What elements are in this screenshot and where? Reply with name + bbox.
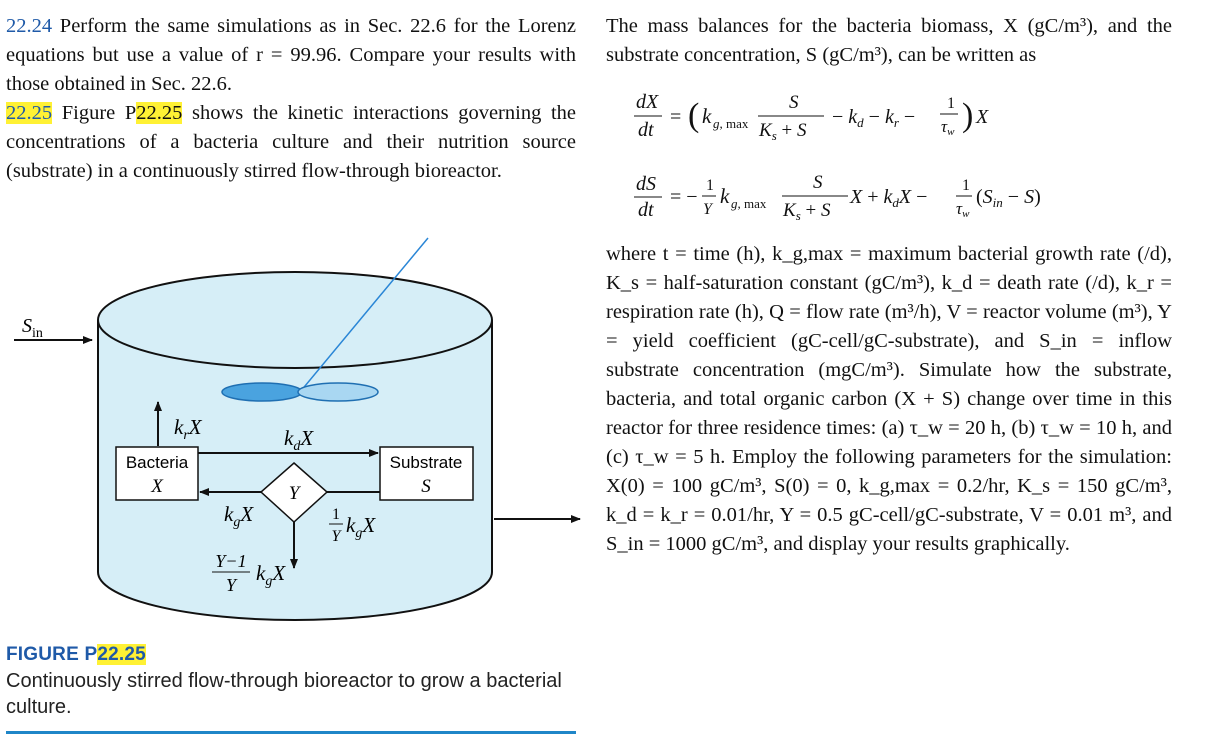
svg-text:τw: τw [941,117,955,138]
figure-reference: 22.25 [136,102,183,124]
respiration-label: $k_rX$ [174,415,202,443]
svg-text:dt: dt [638,199,654,221]
bacteria-label: Bacteria [125,453,189,472]
svg-text:S: S [789,92,799,113]
problem-number: 22.25 [6,102,53,124]
loss-frac-den: Y [225,575,237,595]
svg-text:X + kdX −: $X + k_dX$ − [850,186,928,210]
svg-text:dt: dt [638,119,654,141]
svg-text:1: 1 [962,177,970,194]
impeller-blade-left [222,383,302,401]
figure-caption-text: Continuously stirred flow-through bioreactor to grow a bacterial culture. [6,670,562,718]
growth-label: $k_gX$ [224,502,254,530]
svg-text:=: = [670,106,682,128]
svg-text:(Sin − S): $(S_{in} - S)$ [976,186,1041,210]
problem-number: 22.24 [6,15,53,37]
uptake-frac-den: Y [331,528,341,545]
svg-text:g, max: g, max [713,116,749,131]
death-label: $k_dX$ [284,426,314,454]
substrate-var: S [421,476,431,497]
left-column [6,12,576,186]
svg-text:Ks + S: $K_s + S$ [783,200,831,223]
svg-text:Ks + S: $K_s + S$ [759,120,807,143]
svg-text:): ) [962,97,974,134]
svg-text:1: 1 [947,95,955,112]
svg-text:1: 1 [706,177,714,194]
impeller-blade-right [298,383,378,401]
svg-text:dX: dX [636,91,659,113]
problem-22-25 [6,99,576,186]
svg-text:g, max: g, max [731,196,767,211]
svg-text:τw: τw [956,199,970,220]
svg-text:dS: dS [636,173,656,195]
equations-rendered [606,90,1172,230]
right-column-intro [606,12,1172,70]
svg-text:X: X [976,106,989,128]
problem-text: shows the kinetic interactions governing the concentrations of a bacteria culture and their nutrition source (substrate) in a continuously stirred flow-through bioreactor. [6,102,576,182]
problem-body-text: where t = time (h), k_g,max = maximum bacterial growth rate (/d), K_s = half-saturation constant (gC/m³), k_d = death rate (/d), k_r = respiration rate (h), Q = flow rate (m³/h), V = reactor volume (m³), Y = yield coefficient (gC-cell/gC-substrate), and S_in = inflow substrate concentration (mgC/m³). Simulate how the substrate, bacteria, and total organic carbon (X + S) change over time in this reactor for three residence times: (a) τ_w = 20 h, (b) τ_w = 10 h, and (c) τ_w = 5 h. Employ the following parameters for the simulation: X(0) = 100 gC/m³, S(0) = 0, k_g,max = 0.2/hr, K_s = 150 gC/m³, k_d = k_r = 0.01/hr, Y = 0.5 gC-cell/gC-substrate, V = 0.01 m³, and S_in = 1000 gC/m³, and display your results graphically. [606,243,1172,555]
problem-22-24 [6,12,576,99]
caption-rule [6,731,576,734]
bioreactor-figure [0,228,600,628]
uptake-frac-num: 1 [332,506,340,523]
yield-label: Y [288,483,300,504]
loss-frac-num: Y−1 [215,551,247,571]
figure-label-prefix: FIGURE P [6,644,98,665]
svg-text:k: k [720,184,730,208]
tank-top [98,272,492,368]
loss-label: $k_gX$ [256,561,286,589]
bacteria-var: X [151,476,163,497]
figure-label [6,644,586,666]
intro-text: The mass balances for the bacteria biomass, X (gC/m³), and the substrate concentration, S (gC/m³), can be written as [606,15,1172,66]
figure-caption [6,644,586,720]
svg-text:= −: = − [670,186,698,208]
substrate-label: Substrate [389,453,463,472]
svg-text:S: S [813,172,823,193]
svg-text:(: ( [688,97,700,134]
svg-text:k: k [702,104,712,128]
svg-text:Y: Y [703,201,712,218]
svg-text:− kd − kr −: − $k_d - k_r$ − [832,106,916,130]
inflow-label: $S_{in}$ [22,315,43,341]
uptake-label: $k_gX$ [346,513,376,541]
problem-text: Figure P [52,102,137,124]
equations [606,90,1172,230]
problem-text: Perform the same simulations as in Sec. 22.6 for the Lorenz equations but use a value of r = 99.96. Compare your results with those obtained in Sec. 22.6. [6,15,576,95]
figure-label-number: 22.25 [97,644,146,665]
